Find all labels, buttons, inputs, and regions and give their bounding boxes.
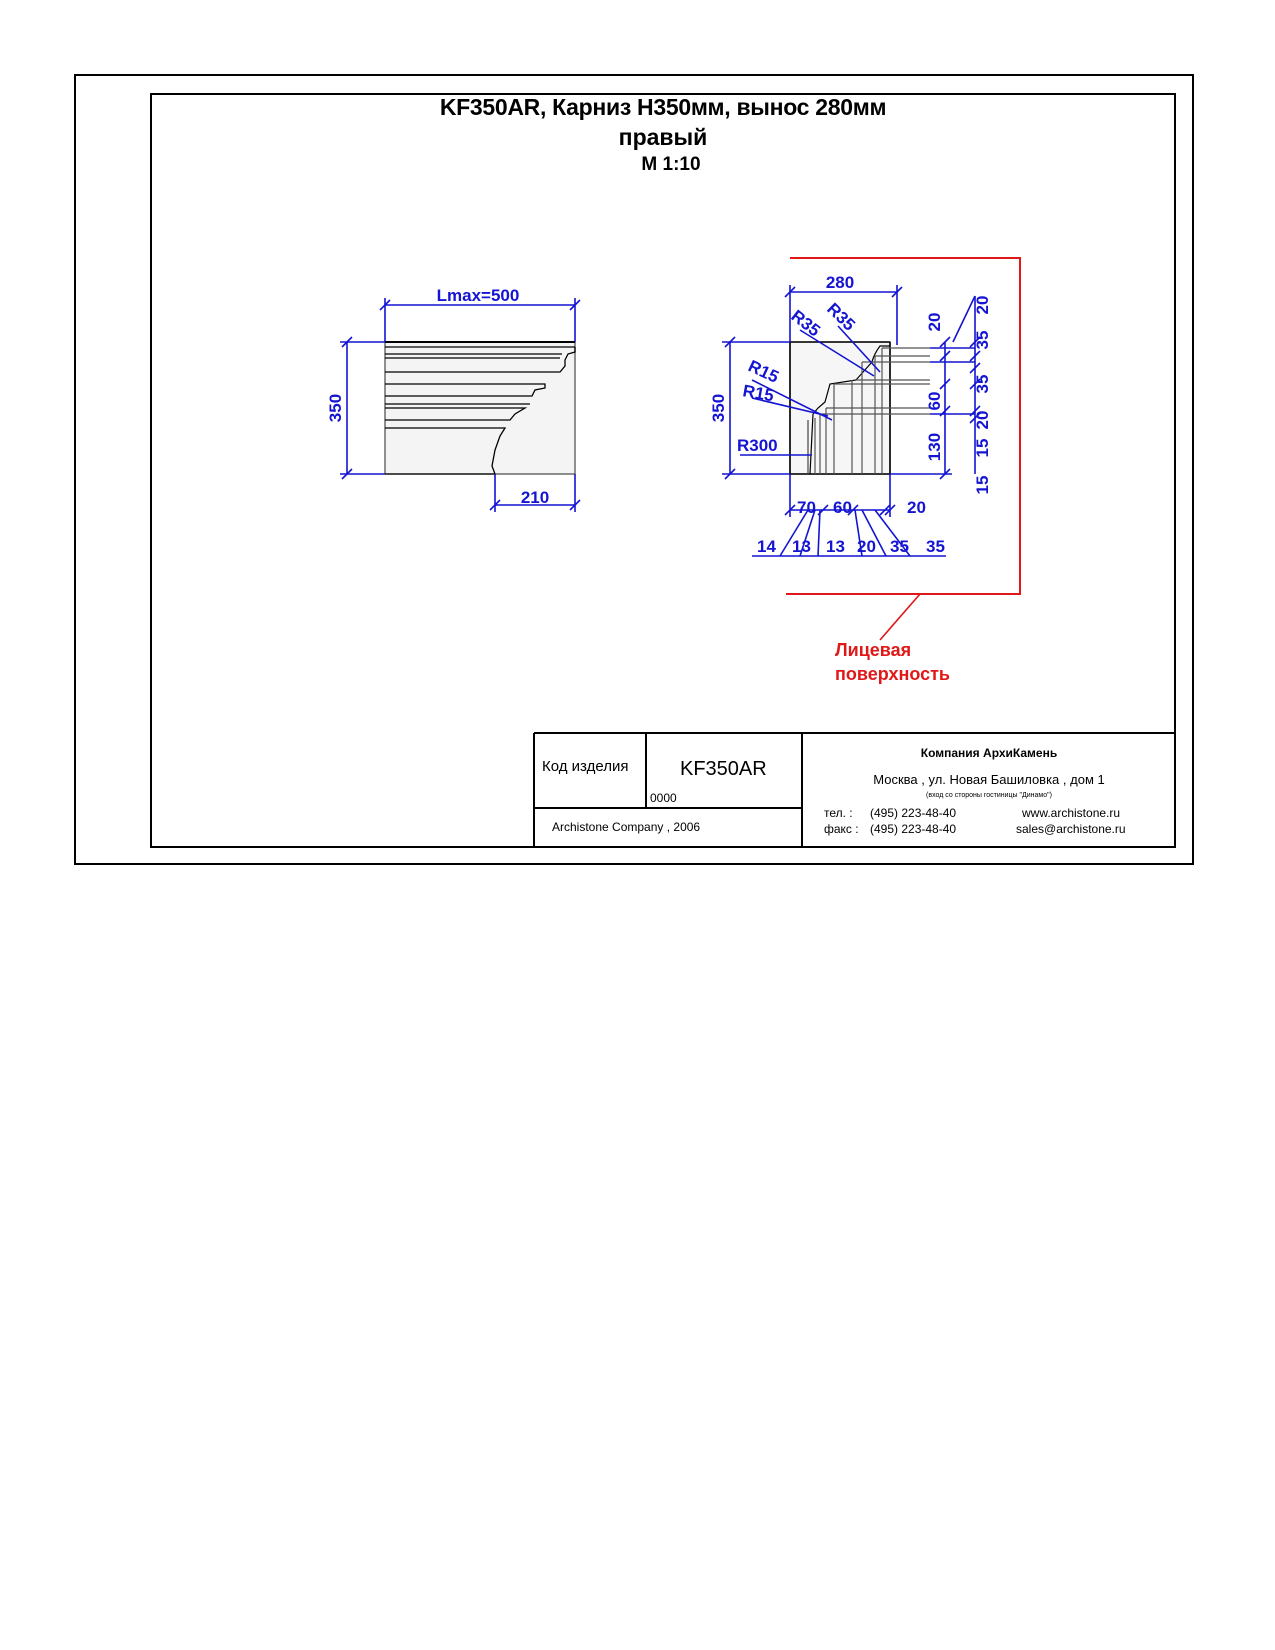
company-name: Компания АрхиКамень [920,746,1058,760]
email-link[interactable]: sales@archistone.ru [1016,822,1126,836]
dim-col2-35b: 35 [973,374,992,394]
dim-bottom-35b: 35 [926,537,945,556]
face-surface-label [835,638,950,686]
dim-bottom-20: 20 [907,498,926,517]
dim-col2-35a: 35 [973,330,992,350]
drawing-scale: М 1:10 [641,154,701,175]
dim-left-depth: 210 [520,488,550,507]
dim-left-height: 350 [326,393,345,423]
company-address: Москва , ул. Новая Башиловка , дом 1 [873,772,1105,787]
left-view-outline [385,342,575,474]
phone-label: тел. : [824,806,853,820]
dim-bottom-70: 70 [797,498,816,517]
dim-col1-130: 130 [925,432,944,462]
dim-col2-20: 20 [973,295,992,315]
dim-right-height: 350 [709,393,728,423]
left-view [326,286,580,512]
phone-number: (495) 223-48-40 [870,806,957,820]
dim-bottom-14: 14 [757,537,776,556]
website-link[interactable]: www.archistone.ru [1022,806,1121,820]
dim-bottom-35a: 35 [890,537,909,556]
drawing-subtitle-side: правый [618,124,708,150]
entrance-note: (вход со стороны гостиницы "Динамо") [926,792,1052,799]
dim-r35-a: R35 [787,306,824,341]
face-surface-label-line1: Лицевая [835,640,912,660]
dim-bottom-20b: 20 [857,537,876,556]
product-code-label: Код изделия [542,758,629,775]
drawing-title: KF350AR, Карниз Н350мм, вынос 280мм [439,94,887,120]
dim-lmax: Lmax=500 [436,286,520,305]
dim-r35-b: R35 [823,299,859,335]
dim-col1-20: 20 [925,312,944,332]
dim-col2-15a: 15 [973,438,992,458]
dim-right-width: 280 [825,273,855,292]
dim-col1-60: 60 [925,391,944,411]
dim-col2-15b: 15 [973,475,992,495]
face-surface-label-line2: поверхность [835,664,950,684]
dim-r15-a: R15 [745,356,782,387]
fax-label: факс : [824,822,859,836]
dim-r15-b: R15 [741,381,776,406]
copyright-text: Archistone Company , 2006 [552,820,701,834]
dim-col2-20b: 20 [973,410,992,430]
dim-bottom-13b: 13 [826,537,845,556]
dim-r300: R300 [737,436,778,455]
dim-bottom-60: 60 [833,498,852,517]
product-code-value: KF350AR [680,758,767,780]
drawing-number: 0000 [650,791,677,805]
right-view [709,258,1020,640]
fax-number: (495) 223-48-40 [870,822,957,836]
dim-bottom-13a: 13 [792,537,811,556]
